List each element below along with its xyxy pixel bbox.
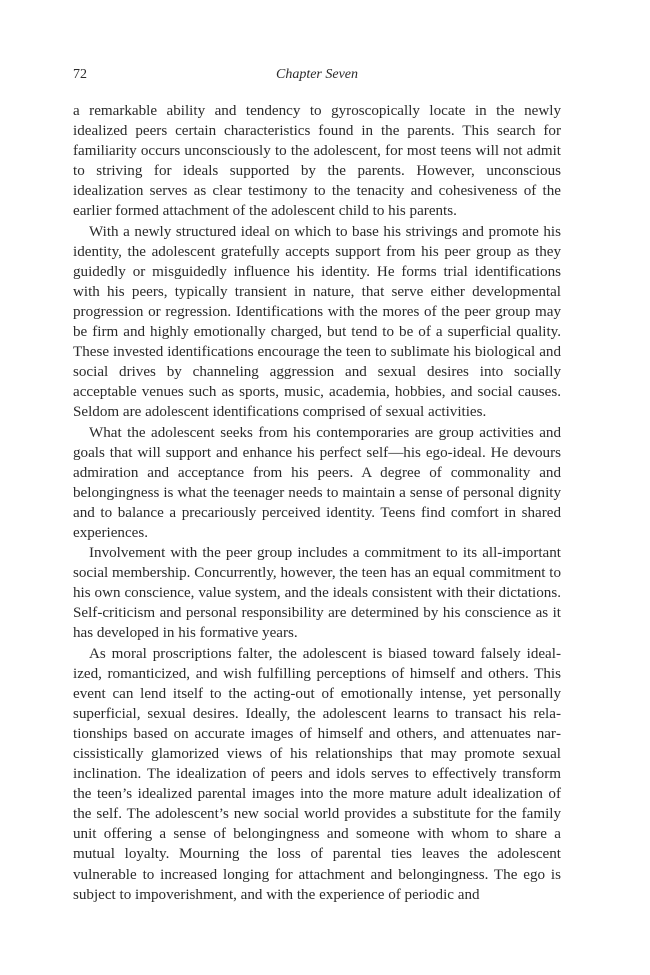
book-page xyxy=(73,67,561,905)
paragraph: Involvement with the peer group includes a commitment to its all-important social membership. Concurrently, however, the teen has an equal commitment to his own conscience, value system, and the ideals consistent with their dictations. Self-criticism and personal responsibility are determined by his conscience as it has developed in his formative years. xyxy=(73,545,561,642)
page-number: 72 xyxy=(73,67,87,82)
chapter-title: Chapter Seven xyxy=(275,67,359,82)
running-head xyxy=(73,67,561,89)
paragraph: What the adolescent seeks from his contemporaries are group activities and goals that will support and enhance his perfect self—his ego-ideal. He devours admiration and acceptance from his peers. A degree of commonality and belongingness is what the teenager needs to maintain a sense of personal dignity and to balance a precariously perceived identity. Teens find comfort in shared experiences. xyxy=(73,424,561,541)
paragraph: As moral proscriptions falter, the adolescent is biased toward falsely idealized, romanticized, and wish fulfilling perceptions of himself and others. This event can lend itself to the acting-out of emotionally intense, yet personally superficial, sexual desires. Ideally, the adolescent learns to transact his relationships based on accurate images of himself and others, and attenuates narcissistically glamorized views of his relationships that may promote sexual inclination. The idealization of peers and idols serves to effectively transform the teen’s idealized parental images into the more mature adult idealization of the self. The adolescent’s new social world provides a substitute for the family unit offering a sense of belongingness and someone with whom to share a mutual loyalty. Mourning the loss of parental ties leaves the adolescent vulnerable to increased longing for attachment and belongingness. The ego is subject to impoverishment, and with the experience of periodic and xyxy=(73,645,561,903)
body-text xyxy=(73,101,561,905)
paragraph-continued: a remarkable ability and tendency to gyroscopically locate in the newly idealized peers certain characteristics found in the parents. This search for familiarity occurs unconsciously to the adolescent, for most teens will not admit to striving for ideals supported by the parents. However, unconscious idealization serves as clear testimony to the tenacity and cohesiveness of the earlier formed attachment of the adolescent child to his parents. xyxy=(73,103,561,220)
paragraph: With a newly structured ideal on which to base his strivings and promote his identity, the adolescent gratefully accepts support from his peer group as they guidedly or misguidedly influence his identity. He forms trial identifications with his peers, typically transient in nature, that serve either developmental progression or regression. Identifications with the mores of the peer group may be firm and highly emotionally charged, but tend to be of a superficial quality. These invested identifications encourage the teen to sublimate his biological and social drives by channeling aggression and sexual desires into socially acceptable venues such as sports, music, academia, hobbies, and social causes. Seldom are adolescent identifications comprised of sexual activities. xyxy=(73,223,561,421)
